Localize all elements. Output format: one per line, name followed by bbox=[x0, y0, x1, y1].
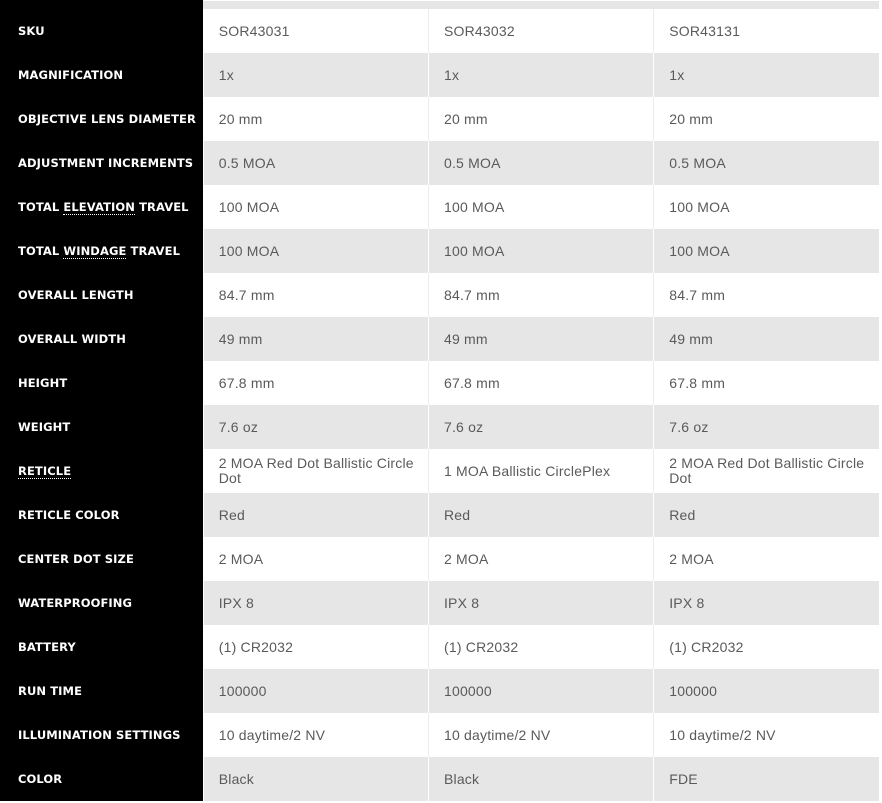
overall-length-value: 84.7 mm bbox=[654, 273, 879, 317]
table-row bbox=[0, 317, 879, 361]
weight-value: 7.6 oz bbox=[654, 405, 879, 449]
color-value: Black bbox=[203, 757, 428, 801]
weight-value: 7.6 oz bbox=[428, 405, 653, 449]
run-time-value: 100000 bbox=[203, 669, 428, 713]
battery-value: (1) CR2032 bbox=[428, 625, 653, 669]
adjustment-increments-value: 0.5 MOA bbox=[654, 141, 879, 185]
total-elevation-travel-value: 100 MOA bbox=[203, 185, 428, 229]
center-dot-size-value: 2 MOA bbox=[428, 537, 653, 581]
label-suffix: TRAVEL bbox=[126, 244, 181, 258]
reticle-color-value: Red bbox=[654, 493, 879, 537]
label-prefix: TOTAL bbox=[18, 244, 64, 258]
adjustment-increments-value: 0.5 MOA bbox=[203, 141, 428, 185]
table-row bbox=[0, 185, 879, 229]
illumination-settings-value: 10 daytime/2 NV bbox=[428, 713, 653, 757]
adjustment-increments-value: 0.5 MOA bbox=[428, 141, 653, 185]
table-row bbox=[0, 141, 879, 185]
label-column-cap bbox=[0, 0, 203, 9]
sku-value: SOR43031 bbox=[203, 9, 428, 53]
specifications-table bbox=[0, 9, 879, 801]
value-columns-cap bbox=[203, 1, 879, 9]
table-row bbox=[0, 449, 879, 493]
windage-glossary-link[interactable]: WINDAGE bbox=[63, 244, 127, 258]
total-elevation-travel-value: 100 MOA bbox=[428, 185, 653, 229]
waterproofing-value: IPX 8 bbox=[654, 581, 879, 625]
magnification-value: 1x bbox=[428, 53, 653, 97]
objective-lens-diameter-value: 20 mm bbox=[428, 97, 653, 141]
objective-lens-diameter-value: 20 mm bbox=[654, 97, 879, 141]
color-value: Black bbox=[428, 757, 653, 801]
overall-width-value: 49 mm bbox=[428, 317, 653, 361]
objective-lens-diameter-value: 20 mm bbox=[203, 97, 428, 141]
overall-width-value: 49 mm bbox=[203, 317, 428, 361]
waterproofing-value: IPX 8 bbox=[428, 581, 653, 625]
total-elevation-travel-value: 100 MOA bbox=[654, 185, 879, 229]
reticle-value: 2 MOA Red Dot Ballistic Circle Dot bbox=[654, 449, 879, 493]
row-label-sku: SKU bbox=[0, 9, 203, 53]
illumination-settings-value: 10 daytime/2 NV bbox=[654, 713, 879, 757]
table-row bbox=[0, 581, 879, 625]
row-label-overall-length: OVERALL LENGTH bbox=[0, 273, 203, 317]
reticle-value: 1 MOA Ballistic CirclePlex bbox=[428, 449, 653, 493]
run-time-value: 100000 bbox=[428, 669, 653, 713]
battery-value: (1) CR2032 bbox=[654, 625, 879, 669]
overall-length-value: 84.7 mm bbox=[203, 273, 428, 317]
table-row bbox=[0, 53, 879, 97]
sku-value: SOR43131 bbox=[654, 9, 879, 53]
reticle-value: 2 MOA Red Dot Ballistic Circle Dot bbox=[203, 449, 428, 493]
color-value: FDE bbox=[654, 757, 879, 801]
magnification-value: 1x bbox=[654, 53, 879, 97]
illumination-settings-value: 10 daytime/2 NV bbox=[203, 713, 428, 757]
weight-value: 7.6 oz bbox=[203, 405, 428, 449]
total-windage-travel-value: 100 MOA bbox=[428, 229, 653, 273]
row-label-center-dot-size: CENTER DOT SIZE bbox=[0, 537, 203, 581]
row-label-adjustment-increments: ADJUSTMENT INCREMENTS bbox=[0, 141, 203, 185]
waterproofing-value: IPX 8 bbox=[203, 581, 428, 625]
label-suffix: TRAVEL bbox=[135, 200, 189, 214]
center-dot-size-value: 2 MOA bbox=[654, 537, 879, 581]
row-label-overall-width: OVERALL WIDTH bbox=[0, 317, 203, 361]
battery-value: (1) CR2032 bbox=[203, 625, 428, 669]
row-label-color: COLOR bbox=[0, 757, 203, 801]
table-row bbox=[0, 757, 879, 801]
overall-length-value: 84.7 mm bbox=[428, 273, 653, 317]
table-row bbox=[0, 273, 879, 317]
row-label-waterproofing: WATERPROOFING bbox=[0, 581, 203, 625]
table-top-band bbox=[0, 0, 882, 9]
total-windage-travel-value: 100 MOA bbox=[203, 229, 428, 273]
row-label-battery: BATTERY bbox=[0, 625, 203, 669]
row-label-total-windage-travel bbox=[0, 229, 203, 273]
magnification-value: 1x bbox=[203, 53, 428, 97]
row-label-objective-lens-diameter: OBJECTIVE LENS DIAMETER bbox=[0, 97, 203, 141]
table-row bbox=[0, 361, 879, 405]
table-row bbox=[0, 625, 879, 669]
table-row bbox=[0, 493, 879, 537]
table-row bbox=[0, 9, 879, 53]
row-label-total-elevation-travel bbox=[0, 185, 203, 229]
row-label-run-time: RUN TIME bbox=[0, 669, 203, 713]
run-time-value: 100000 bbox=[654, 669, 879, 713]
row-label-weight: WEIGHT bbox=[0, 405, 203, 449]
height-value: 67.8 mm bbox=[203, 361, 428, 405]
height-value: 67.8 mm bbox=[654, 361, 879, 405]
sku-value: SOR43032 bbox=[428, 9, 653, 53]
row-label-illumination-settings: ILLUMINATION SETTINGS bbox=[0, 713, 203, 757]
row-label-height: HEIGHT bbox=[0, 361, 203, 405]
table-row bbox=[0, 97, 879, 141]
reticle-color-value: Red bbox=[203, 493, 428, 537]
total-windage-travel-value: 100 MOA bbox=[654, 229, 879, 273]
table-row bbox=[0, 713, 879, 757]
elevation-glossary-link[interactable]: ELEVATION bbox=[63, 200, 135, 214]
overall-width-value: 49 mm bbox=[654, 317, 879, 361]
table-row bbox=[0, 537, 879, 581]
table-row bbox=[0, 405, 879, 449]
table-row bbox=[0, 669, 879, 713]
reticle-glossary-link[interactable]: RETICLE bbox=[18, 464, 72, 478]
label-prefix: TOTAL bbox=[18, 200, 64, 214]
center-dot-size-value: 2 MOA bbox=[203, 537, 428, 581]
row-label-reticle-color: RETICLE COLOR bbox=[0, 493, 203, 537]
table-row bbox=[0, 229, 879, 273]
row-label-magnification: MAGNIFICATION bbox=[0, 53, 203, 97]
height-value: 67.8 mm bbox=[428, 361, 653, 405]
reticle-color-value: Red bbox=[428, 493, 653, 537]
row-label-reticle bbox=[0, 449, 203, 493]
